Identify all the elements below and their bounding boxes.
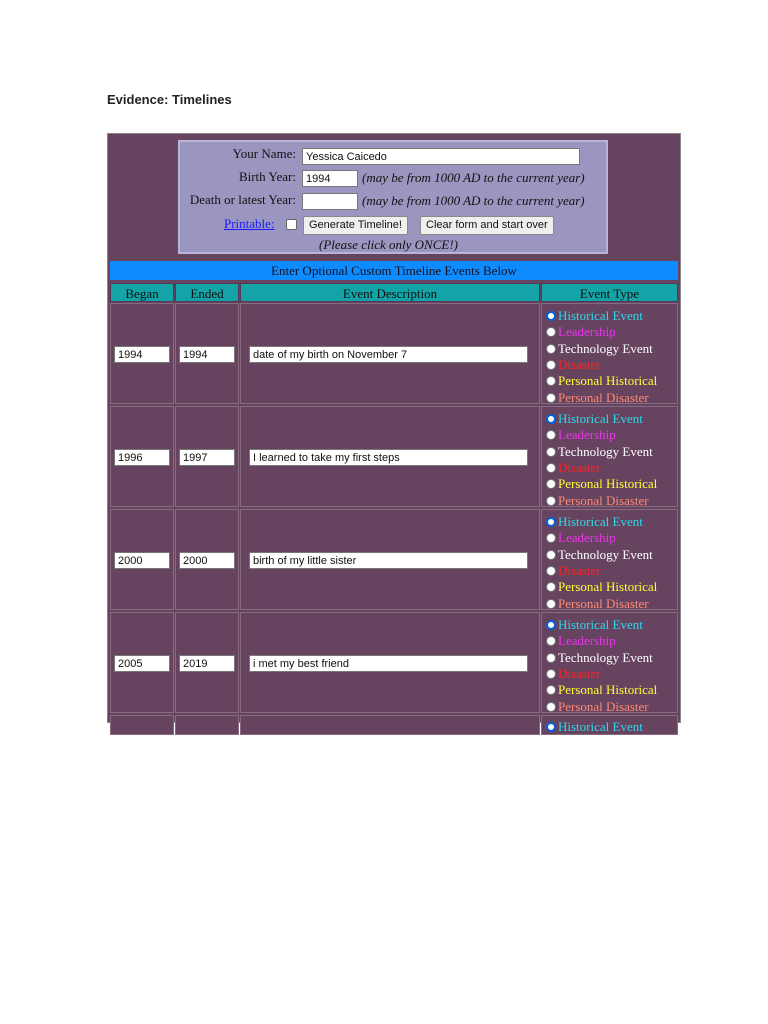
radio-unselected[interactable] bbox=[546, 685, 556, 695]
event-type-radio-group bbox=[546, 308, 657, 406]
description-cell bbox=[240, 612, 540, 713]
radio-selected[interactable] bbox=[546, 722, 556, 732]
event-type-label: Leadership bbox=[558, 633, 616, 649]
event-type-label: Leadership bbox=[558, 530, 616, 546]
radio-unselected[interactable] bbox=[546, 463, 556, 473]
event-description-input[interactable] bbox=[249, 449, 528, 466]
event-description-input[interactable] bbox=[249, 552, 528, 569]
event-type-option[interactable] bbox=[546, 650, 657, 666]
event-type-option[interactable] bbox=[546, 308, 657, 324]
radio-unselected[interactable] bbox=[546, 636, 556, 646]
event-type-radio-group bbox=[546, 514, 657, 612]
generate-timeline-button[interactable]: Generate Timeline! bbox=[303, 216, 408, 235]
column-header-began: Began bbox=[110, 283, 174, 302]
event-type-label: Personal Historical bbox=[558, 579, 658, 595]
event-type-label: Technology Event bbox=[558, 546, 653, 562]
radio-unselected[interactable] bbox=[546, 447, 556, 457]
event-type-label: Historical Event bbox=[558, 514, 643, 530]
event-type-option[interactable] bbox=[546, 476, 657, 492]
event-type-option[interactable] bbox=[546, 698, 657, 714]
event-description-input[interactable] bbox=[249, 655, 528, 672]
radio-unselected[interactable] bbox=[546, 393, 556, 403]
document-heading: Evidence: Timelines bbox=[107, 92, 232, 107]
event-type-cell bbox=[541, 303, 678, 404]
event-type-option[interactable] bbox=[546, 547, 657, 563]
event-type-label: Historical Event bbox=[558, 719, 643, 735]
began-cell bbox=[110, 509, 174, 610]
event-type-label: Leadership bbox=[558, 427, 616, 443]
event-type-option[interactable] bbox=[546, 427, 657, 443]
event-row bbox=[108, 509, 680, 610]
ended-cell bbox=[175, 612, 239, 713]
radio-unselected[interactable] bbox=[546, 496, 556, 506]
radio-unselected[interactable] bbox=[546, 702, 556, 712]
event-type-label: Technology Event bbox=[558, 649, 653, 665]
event-type-label: Disaster bbox=[558, 666, 601, 682]
radio-selected[interactable] bbox=[546, 414, 556, 424]
ended-year-input[interactable] bbox=[179, 552, 235, 569]
event-type-option[interactable] bbox=[546, 514, 657, 530]
event-type-label: Personal Disaster bbox=[558, 389, 649, 405]
began-year-input[interactable] bbox=[114, 552, 170, 569]
event-description-input[interactable] bbox=[249, 346, 528, 363]
printable-checkbox[interactable] bbox=[286, 219, 297, 230]
event-row bbox=[108, 406, 680, 507]
event-type-label: Personal Historical bbox=[558, 682, 658, 698]
event-type-option[interactable] bbox=[546, 595, 657, 611]
event-type-label: Historical Event bbox=[558, 617, 643, 633]
radio-unselected[interactable] bbox=[546, 376, 556, 386]
description-cell bbox=[240, 715, 540, 735]
event-type-cell bbox=[541, 406, 678, 507]
birth-year-range-hint: (may be from 1000 AD to the current year) bbox=[362, 170, 585, 185]
event-type-option[interactable] bbox=[546, 492, 657, 508]
event-type-option[interactable] bbox=[546, 389, 657, 405]
began-cell bbox=[110, 715, 174, 735]
ended-cell bbox=[175, 715, 239, 735]
event-type-option[interactable] bbox=[546, 411, 657, 427]
event-type-option[interactable] bbox=[546, 444, 657, 460]
description-cell bbox=[240, 406, 540, 507]
custom-events-banner: Enter Optional Custom Timeline Events Below bbox=[110, 261, 678, 280]
description-cell bbox=[240, 509, 540, 610]
ended-year-input[interactable] bbox=[179, 346, 235, 363]
event-type-label: Personal Disaster bbox=[558, 595, 649, 611]
event-type-label: Leadership bbox=[558, 324, 616, 340]
death-year-range-hint: (may be from 1000 AD to the current year) bbox=[362, 193, 585, 208]
radio-selected[interactable] bbox=[546, 311, 556, 321]
radio-unselected[interactable] bbox=[546, 550, 556, 560]
event-type-option[interactable] bbox=[546, 324, 657, 340]
radio-unselected[interactable] bbox=[546, 599, 556, 609]
ended-cell bbox=[175, 406, 239, 507]
radio-unselected[interactable] bbox=[546, 533, 556, 543]
event-type-label: Personal Historical bbox=[558, 373, 658, 389]
event-type-option[interactable] bbox=[546, 341, 657, 357]
column-header-description: Event Description bbox=[240, 283, 540, 302]
ended-year-input[interactable] bbox=[179, 655, 235, 672]
ended-year-input[interactable] bbox=[179, 449, 235, 466]
column-header-event-type: Event Type bbox=[541, 283, 678, 302]
event-type-option[interactable] bbox=[546, 633, 657, 649]
event-type-option[interactable] bbox=[546, 530, 657, 546]
event-type-cell bbox=[541, 715, 678, 735]
event-type-label: Technology Event bbox=[558, 340, 653, 356]
radio-unselected[interactable] bbox=[546, 430, 556, 440]
event-type-label: Disaster bbox=[558, 357, 601, 373]
birth-year-label: Birth Year: bbox=[238, 169, 296, 184]
began-year-input[interactable] bbox=[114, 655, 170, 672]
printable-link[interactable]: Printable: bbox=[224, 216, 275, 231]
column-header-ended: Ended bbox=[175, 283, 239, 302]
radio-unselected[interactable] bbox=[546, 327, 556, 337]
event-type-option[interactable] bbox=[546, 617, 657, 633]
event-type-cell bbox=[541, 509, 678, 610]
ended-cell bbox=[175, 303, 239, 404]
ended-cell bbox=[175, 509, 239, 610]
death-year-label: Death or latest Year: bbox=[189, 192, 296, 207]
radio-selected[interactable] bbox=[546, 517, 556, 527]
personal-info-form bbox=[178, 140, 608, 254]
began-cell bbox=[110, 406, 174, 507]
began-year-input[interactable] bbox=[114, 346, 170, 363]
event-row bbox=[108, 612, 680, 713]
event-type-radio-group bbox=[546, 617, 657, 715]
radio-unselected[interactable] bbox=[546, 360, 556, 370]
event-type-option[interactable] bbox=[546, 460, 657, 476]
radio-selected[interactable] bbox=[546, 620, 556, 630]
event-row-partial bbox=[108, 715, 680, 735]
event-type-label: Technology Event bbox=[558, 443, 653, 459]
event-type-label: Personal Historical bbox=[558, 476, 658, 492]
timeline-form-screenshot bbox=[107, 133, 681, 735]
death-year-input[interactable] bbox=[302, 193, 358, 210]
radio-unselected[interactable] bbox=[546, 344, 556, 354]
radio-unselected[interactable] bbox=[546, 653, 556, 663]
event-row bbox=[108, 303, 680, 404]
radio-unselected[interactable] bbox=[546, 669, 556, 679]
radio-unselected[interactable] bbox=[546, 582, 556, 592]
description-cell bbox=[240, 303, 540, 404]
radio-unselected[interactable] bbox=[546, 566, 556, 576]
event-type-label: Disaster bbox=[558, 563, 601, 579]
event-type-label: Historical Event bbox=[558, 308, 643, 324]
began-year-input[interactable] bbox=[114, 449, 170, 466]
birth-year-input[interactable] bbox=[302, 170, 358, 187]
name-label: Your Name: bbox=[232, 146, 296, 161]
clear-form-button[interactable]: Clear form and start over bbox=[420, 216, 554, 235]
event-type-label: Personal Disaster bbox=[558, 492, 649, 508]
began-cell bbox=[110, 303, 174, 404]
event-type-option[interactable] bbox=[546, 357, 657, 373]
event-type-label: Historical Event bbox=[558, 411, 643, 427]
name-input[interactable] bbox=[302, 148, 580, 165]
event-type-option[interactable] bbox=[546, 719, 643, 735]
radio-unselected[interactable] bbox=[546, 479, 556, 489]
event-type-radio-group bbox=[546, 411, 657, 509]
began-cell bbox=[110, 612, 174, 713]
event-type-option[interactable] bbox=[546, 579, 657, 595]
event-type-label: Disaster bbox=[558, 460, 601, 476]
event-type-cell bbox=[541, 612, 678, 713]
event-type-option[interactable] bbox=[546, 682, 657, 698]
event-type-option[interactable] bbox=[546, 563, 657, 579]
event-type-label: Personal Disaster bbox=[558, 698, 649, 714]
event-type-option[interactable] bbox=[546, 666, 657, 682]
click-once-hint: (Please click only ONCE!) bbox=[319, 237, 458, 252]
event-type-option[interactable] bbox=[546, 373, 657, 389]
